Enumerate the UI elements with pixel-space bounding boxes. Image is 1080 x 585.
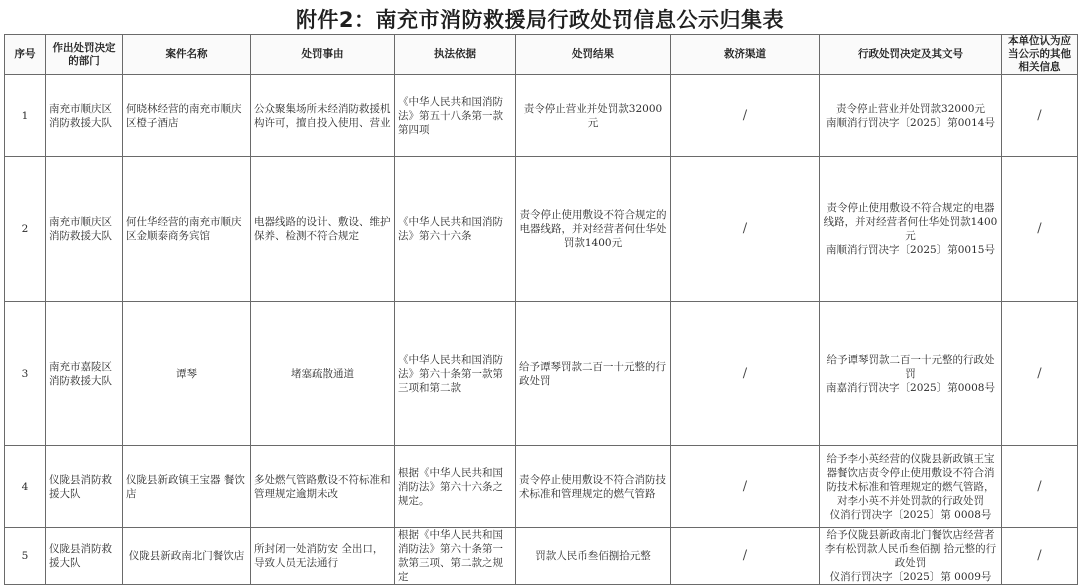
table-row — [5, 446, 1078, 528]
header-basis: 执法依据 — [395, 35, 516, 75]
header-dept: 作出处罚决定的部门 — [46, 35, 123, 75]
header-result: 处罚结果 — [516, 35, 671, 75]
cell-decision — [820, 446, 1002, 528]
cell-other: / — [1002, 528, 1078, 585]
table-row — [5, 157, 1078, 302]
cell-case: 何仕华经营的南充市顺庆区金顺泰商务宾馆 — [123, 157, 251, 302]
cell-result: 责令停止营业并处罚款32000元 — [516, 75, 671, 157]
cell-other: / — [1002, 157, 1078, 302]
cell-other: / — [1002, 302, 1078, 446]
cell-reason: 公众聚集场所未经消防救援机构许可，擅自投入使用、营业 — [251, 75, 395, 157]
cell-reason: 多处燃气管路敷设不符标准和管理规定逾期未改 — [251, 446, 395, 528]
table-row — [5, 75, 1078, 157]
cell-dept: 南充市嘉陵区消防救援大队 — [46, 302, 123, 446]
cell-basis: 《中华人民共和国消防法》第六十条第一款第三项和第二款 — [395, 302, 516, 446]
decision-number: 仪消行罚决字〔2025〕第 0008号 — [829, 508, 992, 521]
cell-relief: / — [671, 446, 820, 528]
cell-reason: 所封闭一处消防安 全出口，导致人员无法通行 — [251, 528, 395, 585]
header-relief: 救济渠道 — [671, 35, 820, 75]
cell-other: / — [1002, 446, 1078, 528]
cell-dept: 南充市顺庆区消防救援大队 — [46, 157, 123, 302]
cell-dept: 仪陇县消防救援大队 — [46, 446, 123, 528]
cell-case: 仪陇县新政镇王宝器 餐饮店 — [123, 446, 251, 528]
table-row — [5, 528, 1078, 585]
cell-seq: 2 — [5, 157, 46, 302]
decision-number: 南顺消行罚决字〔2025〕第0014号 — [826, 116, 995, 129]
penalty-table — [4, 34, 1078, 585]
decision-text: 给予李小英经营的仪陇县新政镇王宝器餐饮店责令停止使用敷设不符合消防技术标准和管理规定的燃气管路，对李小英不并处罚款的行政处罚 — [826, 452, 995, 507]
decision-text: 责令停止营业并处罚款32000元 — [836, 102, 985, 115]
cell-case: 谭琴 — [123, 302, 251, 446]
decision-number: 南顺消行罚决字〔2025〕第0015号 — [826, 244, 995, 256]
cell-seq: 5 — [5, 528, 46, 585]
header-row — [5, 35, 1078, 75]
cell-decision — [820, 75, 1002, 157]
decision-text: 给予仪陇县新政南北门餐饮店经营者李有松罚款人民币叁佰捌 拾元整的行政处罚 — [824, 529, 997, 569]
cell-basis: 根据《中华人民共和国消防法》第六十条第一款第三项、第二款之规定 — [395, 528, 516, 585]
cell-reason: 堵塞疏散通道 — [251, 302, 395, 446]
cell-case: 何晓林经营的南充市顺庆区橙子酒店 — [123, 75, 251, 157]
decision-number: 仪消行罚决字〔2025〕第 0009号 — [829, 571, 992, 583]
header-other: 本单位认为应当公示的其他相关信息 — [1002, 35, 1078, 75]
header-seq: 序号 — [5, 35, 46, 75]
cell-seq: 4 — [5, 446, 46, 528]
header-decision: 行政处罚决定及其文号 — [820, 35, 1002, 75]
cell-dept: 仪陇县消防救援大队 — [46, 528, 123, 585]
page-title: 附件2：南充市消防救援局行政处罚信息公示归集表 — [295, 8, 785, 32]
decision-number: 南嘉消行罚决字〔2025〕第0008号 — [826, 381, 995, 394]
header-case: 案件名称 — [123, 35, 251, 75]
cell-dept: 南充市顺庆区消防救援大队 — [46, 75, 123, 157]
decision-text: 给予谭琴罚款二百一十元整的行政处罚 — [826, 353, 995, 380]
cell-relief: / — [671, 528, 820, 585]
cell-case: 仪陇县新政南北门餐饮店 — [123, 528, 251, 585]
cell-relief: / — [671, 302, 820, 446]
cell-decision — [820, 528, 1002, 585]
table-row — [5, 302, 1078, 446]
cell-result: 罚款人民币叁佰捌拾元整 — [516, 528, 671, 585]
cell-other: / — [1002, 75, 1078, 157]
cell-seq: 3 — [5, 302, 46, 446]
cell-seq: 1 — [5, 75, 46, 157]
cell-relief: / — [671, 75, 820, 157]
cell-result: 责令停止使用敷设不符合消防技术标准和管理规定的燃气管路 — [516, 446, 671, 528]
cell-result: 给予谭琴罚款二百一十元整的行政处罚 — [516, 302, 671, 446]
cell-result: 责令停止使用敷设不符合规定的电器线路，并对经营者何仕华处罚款1400元 — [516, 157, 671, 302]
cell-basis: 《中华人民共和国消防法》第五十八条第一款第四项 — [395, 75, 516, 157]
cell-basis: 根据《中华人民共和国消防法》第六十六条之规定。 — [395, 446, 516, 528]
cell-decision — [820, 302, 1002, 446]
decision-text: 责令停止使用敷设不符合规定的电器线路，并对经营者何仕华处罚款1400元 — [823, 202, 998, 242]
cell-decision — [820, 157, 1002, 302]
header-reason: 处罚事由 — [251, 35, 395, 75]
cell-reason: 电器线路的设计、敷设、维护保养、检测不符合规定 — [251, 157, 395, 302]
cell-basis: 《中华人民共和国消防法》第六十六条 — [395, 157, 516, 302]
cell-relief: / — [671, 157, 820, 302]
